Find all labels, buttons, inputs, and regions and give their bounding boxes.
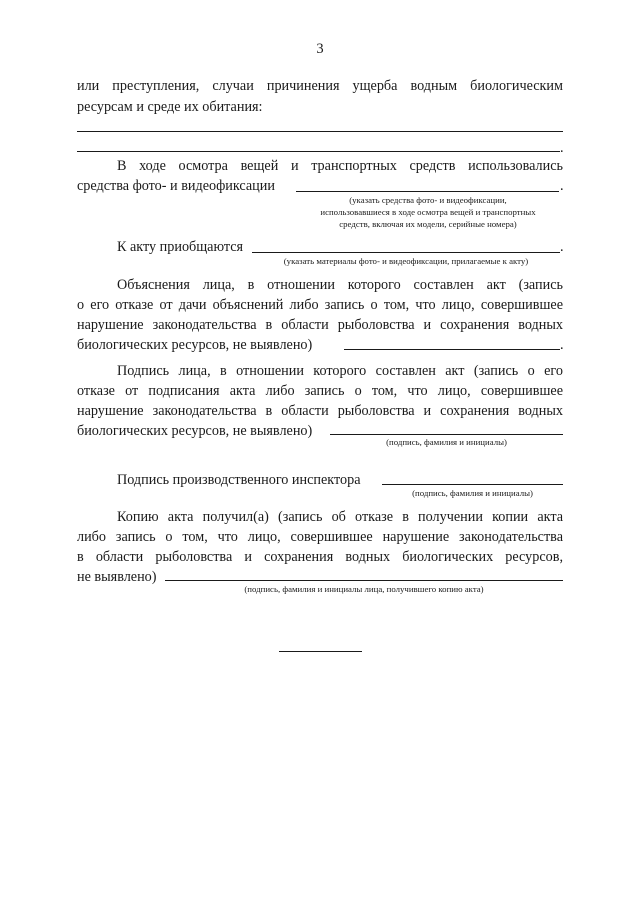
photo-end-period: . [560, 178, 564, 194]
page-number: 3 [316, 41, 324, 57]
attach-field [252, 252, 560, 253]
copy-line-4: не выявлено) [77, 569, 157, 585]
signature-person-line-4: биологических ресурсов, не выявлено) [77, 423, 313, 439]
signature-inspector-label: Подпись производственного инспектора [117, 472, 361, 488]
signature-person-field [330, 434, 563, 435]
photo-line-1: В ходе осмотра вещей и транспортных средств использовались [117, 158, 563, 174]
copy-note: (подпись, фамилия и инициалы лица, получившего копию акта) [244, 584, 484, 594]
end-separator [279, 651, 362, 652]
explain-field [344, 349, 560, 350]
copy-line-1: Копию акта получил(а) (запись об отказе в получении копии акта [117, 509, 563, 525]
attach-note: (указать материалы фото- и видеофиксации, прилагаемые к акту) [283, 256, 529, 266]
signature-person-line-2: отказе от подписания акта либо запись о том, что лицо, совершившее [77, 383, 563, 399]
intro-line-1: или преступления, случаи причинения ущерба водным биологическим [77, 78, 563, 94]
explain-line-2: о его отказе от дачи объяснений либо запись о том, что лицо, совершившее [77, 297, 563, 313]
photo-note-2: использовавшиеся в ходе осмотра вещей и транспортных [320, 207, 536, 217]
copy-field [165, 580, 563, 581]
signature-person-line-3: нарушение законодательства в области рыболовства и сохранения водных [77, 403, 563, 419]
photo-note-1: (указать средства фото- и видеофиксации, [349, 195, 507, 205]
signature-inspector-field [382, 484, 563, 485]
intro-end-period: . [560, 140, 564, 156]
blank-line-intro-2 [77, 151, 560, 152]
intro-line-2: ресурсам и среде их обитания: [77, 99, 263, 115]
explain-line-3: нарушение законодательства в области рыболовства и сохранения водных [77, 317, 563, 333]
photo-line-2: средства фото- и видеофиксации [77, 178, 275, 194]
attach-end-period: . [560, 239, 564, 255]
photo-means-field [296, 191, 559, 192]
photo-note-3: средств, включая их модели, серийные номера) [339, 219, 517, 229]
blank-line-intro-1 [77, 131, 563, 132]
attach-label: К акту приобщаются [117, 239, 244, 255]
explain-line-1: Объяснения лица, в отношении которого составлен акт (запись [117, 277, 563, 293]
signature-person-line-1: Подпись лица, в отношении которого составлен акт (запись о его [117, 363, 563, 379]
copy-line-2: либо запись о том, что лицо, совершившее нарушение законодательства [77, 529, 563, 545]
signature-inspector-note: (подпись, фамилия и инициалы) [412, 488, 533, 498]
copy-line-3: в области рыболовства и сохранения водных биологических ресурсов, [77, 549, 563, 565]
signature-person-note: (подпись, фамилия и инициалы) [386, 437, 507, 447]
explain-end-period: . [560, 337, 564, 353]
explain-line-4: биологических ресурсов, не выявлено) [77, 337, 313, 353]
